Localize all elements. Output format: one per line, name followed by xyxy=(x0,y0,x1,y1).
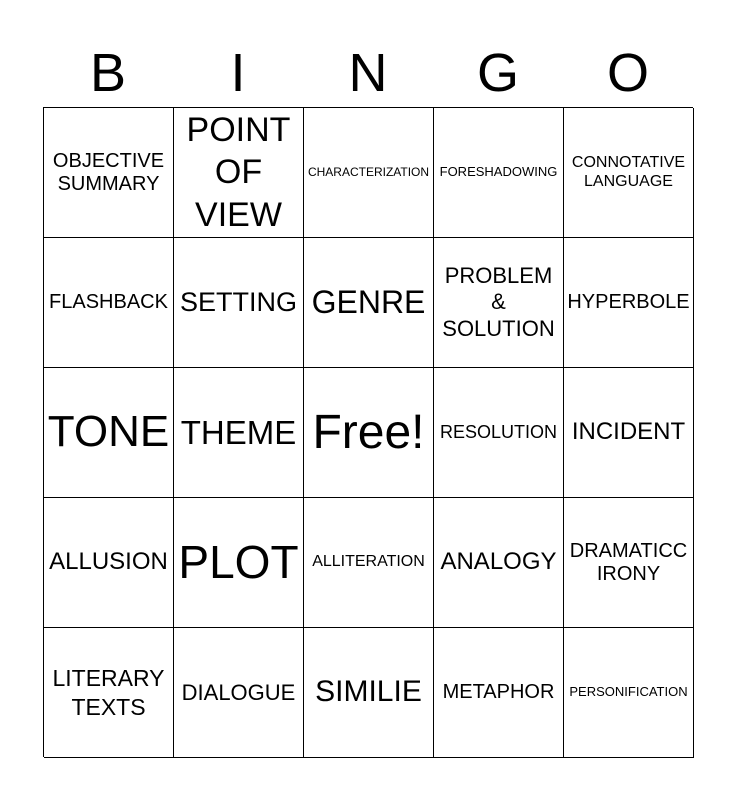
bingo-cell[interactable] xyxy=(304,498,434,628)
header-letter-o: O xyxy=(606,43,649,103)
bingo-cell[interactable] xyxy=(44,368,174,498)
cell-label: FLASHBACK xyxy=(49,291,168,313)
header-letter-g: G xyxy=(476,43,519,103)
bingo-cell[interactable] xyxy=(564,238,694,368)
bingo-header xyxy=(43,40,693,106)
cell-label: TONE xyxy=(47,407,170,457)
bingo-cell[interactable] xyxy=(304,238,434,368)
bingo-cell[interactable] xyxy=(434,108,564,238)
bingo-cell[interactable] xyxy=(44,628,174,758)
bingo-cell[interactable] xyxy=(44,498,174,628)
cell-label: OBJECTIVE SUMMARY xyxy=(52,149,165,195)
cell-label: DRAMATICC IRONY xyxy=(569,539,688,585)
cell-label: CONNOTATIVE LANGUAGE xyxy=(571,154,686,190)
cell-label: LITERARY TEXTS xyxy=(52,664,165,720)
cell-label: INCIDENT xyxy=(571,418,686,446)
cell-label: ALLITERATION xyxy=(312,553,425,571)
bingo-board xyxy=(43,107,693,757)
cell-label: METAPHOR xyxy=(442,681,555,703)
bingo-cell[interactable] xyxy=(44,238,174,368)
cell-label: SETTING xyxy=(179,286,297,317)
header-letter-i: I xyxy=(230,43,246,103)
cell-label: RESOLUTION xyxy=(439,422,558,443)
header-letter-n: N xyxy=(348,43,388,103)
cell-label: THEME xyxy=(180,413,297,451)
cell-label: PROBLEM & SOLUTION xyxy=(442,262,555,341)
cell-label: DIALOGUE xyxy=(181,679,296,705)
bingo-cell[interactable] xyxy=(434,498,564,628)
cell-label: ANALOGY xyxy=(440,548,557,576)
cell-label: SIMILIE xyxy=(315,675,422,709)
bingo-cell[interactable] xyxy=(434,368,564,498)
bingo-cell[interactable] xyxy=(44,108,174,238)
bingo-cell[interactable] xyxy=(304,368,434,498)
bingo-cell[interactable] xyxy=(564,498,694,628)
header-letter-b: B xyxy=(89,43,127,103)
bingo-cell[interactable] xyxy=(174,238,304,368)
bingo-cell[interactable] xyxy=(434,628,564,758)
bingo-cell[interactable] xyxy=(174,628,304,758)
cell-label: CHARACTERIZATION xyxy=(307,164,430,179)
cell-label: HYPERBOLE xyxy=(567,291,690,313)
bingo-cell[interactable] xyxy=(434,238,564,368)
bingo-cell[interactable] xyxy=(304,108,434,238)
bingo-cell[interactable] xyxy=(564,628,694,758)
cell-label: Free! xyxy=(312,405,425,459)
cell-label: PLOT xyxy=(178,536,299,589)
cell-label: PERSONIFICATION xyxy=(569,684,688,700)
bingo-cell[interactable] xyxy=(174,498,304,628)
bingo-cell[interactable] xyxy=(304,628,434,758)
bingo-cell[interactable] xyxy=(564,368,694,498)
cell-label: ALLUSION xyxy=(49,548,168,576)
bingo-cell[interactable] xyxy=(564,108,694,238)
cell-label: POINT OF VIEW xyxy=(186,110,291,234)
cell-label: GENRE xyxy=(311,284,426,321)
cell-label: FORESHADOWING xyxy=(439,164,558,180)
bingo-cell[interactable] xyxy=(174,108,304,238)
bingo-cell[interactable] xyxy=(174,368,304,498)
